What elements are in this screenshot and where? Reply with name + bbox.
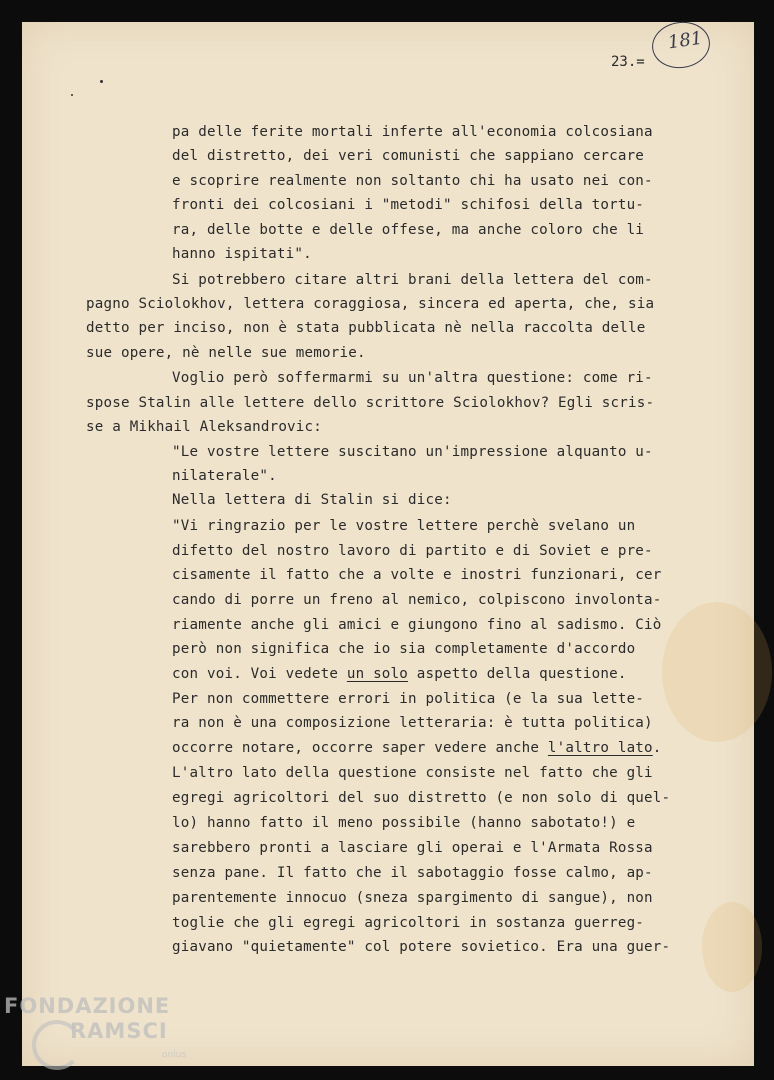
text-line — [172, 815, 635, 831]
text-line — [172, 173, 653, 189]
text-line — [172, 518, 635, 534]
archive-stamp-number: 181 — [666, 27, 704, 54]
text-segment: del distretto, dei veri comunisti che sappiano cercare — [172, 148, 645, 164]
text-line — [172, 543, 653, 559]
text-line — [172, 272, 653, 288]
text-line — [172, 915, 644, 931]
text-line — [172, 222, 644, 238]
text-segment: hanno ispitati". — [172, 246, 312, 262]
text-line — [172, 617, 662, 633]
text-line — [172, 592, 662, 608]
text-segment: "Vi ringrazio per le vostre lettere perchè svelano un — [172, 518, 636, 534]
text-segment: riamente anche gli amici e giungono fino al sadismo. Ciò — [172, 617, 662, 633]
watermark-g-icon — [32, 1020, 82, 1070]
text-line — [172, 148, 644, 164]
text-line — [172, 740, 662, 756]
text-line — [172, 666, 627, 682]
watermark-line-2: RAMSCI — [70, 1019, 168, 1043]
text-line — [172, 691, 644, 707]
text-segment: lo) hanno fatto il meno possibile (hanno sabotato!) e — [172, 815, 636, 831]
text-segment: e scoprire realmente non soltanto chi ha usato nei con- — [172, 173, 653, 189]
text-segment: occorre notare, occorre saper vedere anche — [172, 740, 548, 756]
text-line — [172, 246, 312, 262]
text-segment: spose Stalin alle lettere dello scrittore Sciolokhov? Egli scris- — [86, 395, 655, 411]
watermark-logo — [4, 996, 170, 1042]
paper-stain — [702, 902, 762, 992]
watermark-line-1: FONDAZIONE — [4, 994, 171, 1018]
text-line — [172, 197, 644, 213]
text-line — [86, 320, 645, 336]
text-segment: nilaterale". — [172, 468, 277, 484]
text-segment: pagno Sciolokhov, lettera coraggiosa, sincera ed aperta, che, sia — [86, 296, 655, 312]
text-line — [86, 395, 654, 411]
text-segment: sue opere, nè nelle sue memorie. — [86, 345, 366, 361]
underlined-text: l'altro lato — [547, 740, 653, 756]
text-line — [172, 567, 662, 583]
text-line — [172, 468, 277, 484]
text-line — [172, 124, 653, 140]
text-segment: se a Mikhail Aleksandrovic: — [86, 419, 323, 435]
ink-speck — [71, 94, 73, 96]
text-segment: toglie che gli egregi agricoltori in sostanza guerreg- — [172, 915, 645, 931]
text-segment: . — [652, 740, 662, 756]
text-line — [172, 840, 653, 856]
text-segment: Per non commettere errori in politica (e la sua lette- — [172, 691, 645, 707]
text-line — [172, 939, 670, 955]
text-line — [86, 296, 654, 312]
text-segment: fronti dei colcosiani i "metodi" schifosi della tortu- — [172, 197, 645, 213]
page-number: 23.= — [611, 54, 645, 70]
text-segment: aspetto della questione. — [408, 666, 627, 682]
text-line — [172, 865, 653, 881]
underlined-text: un solo — [346, 666, 409, 682]
text-segment: parentemente innocuo (sneza spargimento di sangue), non — [172, 890, 653, 906]
watermark-line-3: onlus — [162, 1050, 187, 1060]
text-segment: L'altro lato della questione consiste nel fatto che gli — [172, 765, 653, 781]
text-segment: "Le vostre lettere suscitano un'impressione alquanto u- — [172, 444, 653, 460]
text-segment: Si potrebbero citare altri brani della lettera del com- — [172, 272, 653, 288]
text-line — [86, 419, 322, 435]
text-segment: giavano "quietamente" col potere sovietico. Era una guer- — [172, 939, 671, 955]
text-segment: detto per inciso, non è stata pubblicata nè nella raccolta delle — [86, 320, 646, 336]
text-line — [172, 890, 653, 906]
text-segment: con voi. Voi vedete — [172, 666, 347, 682]
text-segment: Voglio però soffermarmi su un'altra questione: come ri- — [172, 370, 653, 386]
text-segment: ra, delle botte e delle offese, ma anche coloro che li — [172, 222, 645, 238]
text-line — [172, 641, 635, 657]
text-line — [172, 765, 653, 781]
text-segment: sarebbero pronti a lasciare gli operai e l'Armata Rossa — [172, 840, 653, 856]
text-segment: egregi agricoltori del suo distretto (e non solo di quel- — [172, 790, 671, 806]
text-line — [172, 790, 670, 806]
text-segment: senza pane. Il fatto che il sabotaggio fosse calmo, ap- — [172, 865, 653, 881]
text-segment: difetto del nostro lavoro di partito e di Soviet e pre- — [172, 543, 653, 559]
text-segment: Nella lettera di Stalin si dice: — [172, 492, 452, 508]
paper-stain — [662, 602, 772, 742]
text-segment: ra non è una composizione letteraria: è tutta politica) — [172, 715, 653, 731]
text-segment: pa delle ferite mortali inferte all'economia colcosiana — [172, 124, 653, 140]
text-segment: cando di porre un freno al nemico, colpiscono involonta- — [172, 592, 662, 608]
text-segment: cisamente il fatto che a volte e inostri funzionari, cer — [172, 567, 662, 583]
text-segment: però non significa che io sia completamente d'accordo — [172, 641, 636, 657]
text-line — [172, 715, 653, 731]
text-line — [172, 444, 653, 460]
ink-speck — [100, 80, 103, 83]
text-line — [172, 370, 653, 386]
text-line — [172, 492, 452, 508]
text-line — [86, 345, 366, 361]
